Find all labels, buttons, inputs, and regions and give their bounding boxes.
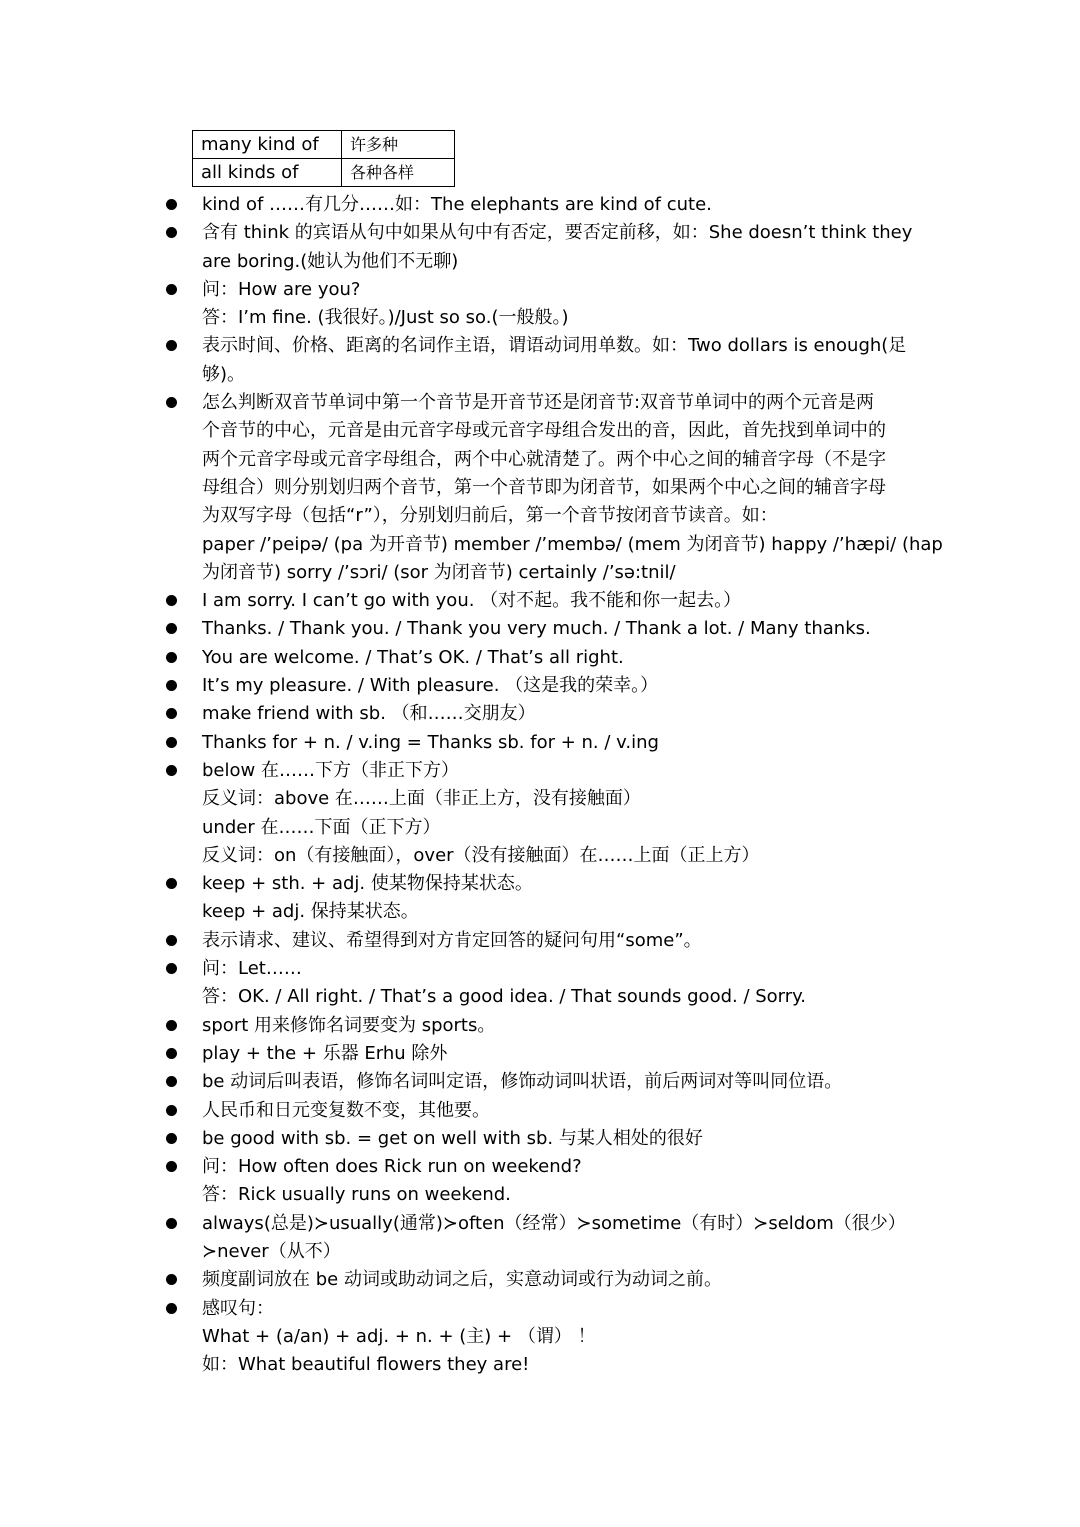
note-line: 问：How are you?	[202, 278, 361, 300]
vocab-table-body	[193, 131, 455, 187]
note-line: 母组合）则分别划归两个音节，第一个音节即为闭音节，如果两个中心之间的辅音字母	[202, 476, 886, 498]
list-item	[0, 1295, 922, 1380]
vocab-row	[193, 131, 455, 159]
list-item	[0, 1153, 922, 1210]
note-line: 表示请求、建议、希望得到对方肯定回答的疑问句用“some”。	[202, 929, 702, 951]
bullet-icon	[166, 1076, 177, 1087]
bullet-icon	[166, 1218, 177, 1229]
notes-list	[0, 191, 1080, 1379]
list-item	[0, 1068, 922, 1096]
bullet-icon	[166, 1161, 177, 1172]
note-line: keep + adj. 保持某状态。	[202, 901, 419, 923]
note-line: 为双写字母（包括“r”），分别划归前后，第一个音节按闭音节读音。如：	[202, 505, 778, 527]
note-line: make friend with sb. （和……交朋友）	[202, 703, 536, 725]
note-line: 反义词：above 在……上面（非正上方，没有接触面）	[202, 788, 641, 810]
note-line: 为闭音节) sorry /’sɔri/ (sor 为闭音节) certainly /’sə:tnil/	[202, 561, 676, 583]
list-item	[0, 927, 922, 955]
note-line: It’s my pleasure. / With pleasure. （这是我的荣幸。）	[202, 675, 659, 697]
note-line: You are welcome. / That’s OK. / That’s all right.	[202, 646, 624, 668]
list-item	[0, 389, 943, 587]
list-item	[0, 700, 922, 728]
note-line: ≻never（从不）	[202, 1240, 341, 1262]
bullet-icon	[166, 199, 177, 210]
list-item	[0, 615, 922, 643]
note-line: 问：How often does Rick run on weekend?	[202, 1156, 582, 1178]
bullet-icon	[166, 1105, 177, 1116]
bullet-icon	[166, 878, 177, 889]
bullet-icon	[166, 1274, 177, 1285]
list-item	[0, 729, 922, 757]
list-item	[0, 672, 922, 700]
list-item	[0, 1097, 922, 1125]
note-line: keep + sth. + adj. 使某物保持某状态。	[202, 873, 533, 895]
note-line: 怎么判断双音节单词中第一个音节是开音节还是闭音节:双音节单词中的两个元音是两	[202, 392, 875, 414]
bullet-icon	[166, 652, 177, 663]
note-line: be good with sb. = get on well with sb. 与某人相处的很好	[202, 1127, 703, 1149]
list-item	[0, 1210, 922, 1267]
list-item	[0, 757, 922, 870]
list-item	[0, 191, 922, 219]
note-line: are boring.(她认为他们不无聊)	[202, 250, 459, 272]
bullet-icon	[166, 1133, 177, 1144]
list-item	[0, 1012, 922, 1040]
note-line: 如：What beautiful flowers they are!	[202, 1354, 530, 1376]
note-line: be 动词后叫表语，修饰名词叫定语，修饰动词叫状语，前后两词对等叫同位语。	[202, 1071, 843, 1093]
bullet-icon	[166, 1303, 177, 1314]
note-line: Thanks. / Thank you. / Thank you very much. / Thank a lot. / Many thanks.	[202, 618, 871, 640]
note-line: always(总是)≻usually(通常)≻often（经常）≻sometime（有时）≻seldom（很少）	[202, 1212, 906, 1234]
bullet-icon	[166, 708, 177, 719]
note-line: 频度副词放在 be 动词或助动词之后，实意动词或行为动词之前。	[202, 1269, 722, 1291]
list-item	[0, 870, 922, 927]
list-item	[0, 1266, 922, 1294]
note-line: sport 用来修饰名词要变为 sports。	[202, 1014, 496, 1036]
vocab-english: many kind of	[193, 131, 342, 159]
bullet-icon	[166, 340, 177, 351]
list-item	[0, 1125, 922, 1153]
note-line: below 在……下方（非正下方）	[202, 759, 459, 781]
bullet-icon	[166, 284, 177, 295]
bullet-icon	[166, 623, 177, 634]
note-line: Thanks for + n. / v.ing = Thanks sb. for + n. / v.ing	[202, 731, 659, 753]
list-item	[0, 644, 922, 672]
list-item	[0, 332, 922, 389]
bullet-icon	[166, 737, 177, 748]
note-line: 反义词：on（有接触面），over（没有接触面）在……上面（正上方）	[202, 844, 760, 866]
list-item	[0, 587, 922, 615]
note-line: 两个元音字母或元音字母组合，两个中心就清楚了。两个中心之间的辅音字母（不是字	[202, 448, 886, 470]
bullet-icon	[166, 765, 177, 776]
bullet-icon	[166, 1048, 177, 1059]
note-line: under 在……下面（正下方）	[202, 816, 441, 838]
note-line: 含有 think 的宾语从句中如果从句中有否定，要否定前移，如：She doesn’t think they	[202, 222, 913, 244]
bullet-icon	[166, 1020, 177, 1031]
note-line: 个音节的中心，元音是由元音字母或元音字母组合发出的音，因此，首先找到单词中的	[202, 420, 886, 442]
list-item	[0, 219, 922, 276]
vocab-english: all kinds of	[193, 159, 342, 187]
note-line: 人民币和日元变复数不变，其他要。	[202, 1099, 490, 1121]
note-line: I am sorry. I can’t go with you. （对不起。我不能和你一起去。）	[202, 590, 742, 612]
bullet-icon	[166, 963, 177, 974]
note-line: 表示时间、价格、距离的名词作主语，谓语动词用单数。如：Two dollars is enough(足	[202, 335, 907, 357]
vocab-table	[192, 130, 455, 187]
note-line: 答：I’m fine. (我很好。)/Just so so.(一般般。)	[202, 307, 569, 329]
note-line: 问：Let……	[202, 958, 302, 980]
note-line: 答：OK. / All right. / That’s a good idea. / That sounds good. / Sorry.	[202, 986, 806, 1008]
vocab-row	[193, 159, 455, 187]
note-line: What + (a/an) + adj. + n. + (主) + （谓） ！	[202, 1325, 596, 1347]
note-line: paper /’peipə/ (pa 为开音节) member /’membə/ (mem 为闭音节) happy /’hæpi/ (hap	[202, 533, 943, 555]
note-line: kind of ……有几分……如：The elephants are kind of cute.	[202, 194, 712, 215]
list-item	[0, 276, 922, 333]
list-item	[0, 1040, 922, 1068]
bullet-icon	[166, 935, 177, 946]
note-line: play + the + 乐器 Erhu 除外	[202, 1042, 448, 1064]
vocab-chinese: 许多种	[342, 131, 455, 159]
bullet-icon	[166, 595, 177, 606]
bullet-icon	[166, 680, 177, 691]
bullet-icon	[166, 227, 177, 238]
note-line: 感叹句：	[202, 1297, 274, 1319]
vocab-chinese: 各种各样	[342, 159, 455, 187]
list-item	[0, 955, 922, 1012]
bullet-icon	[166, 397, 177, 408]
note-line: 答：Rick usually runs on weekend.	[202, 1184, 511, 1206]
note-line: 够)。	[202, 363, 246, 385]
